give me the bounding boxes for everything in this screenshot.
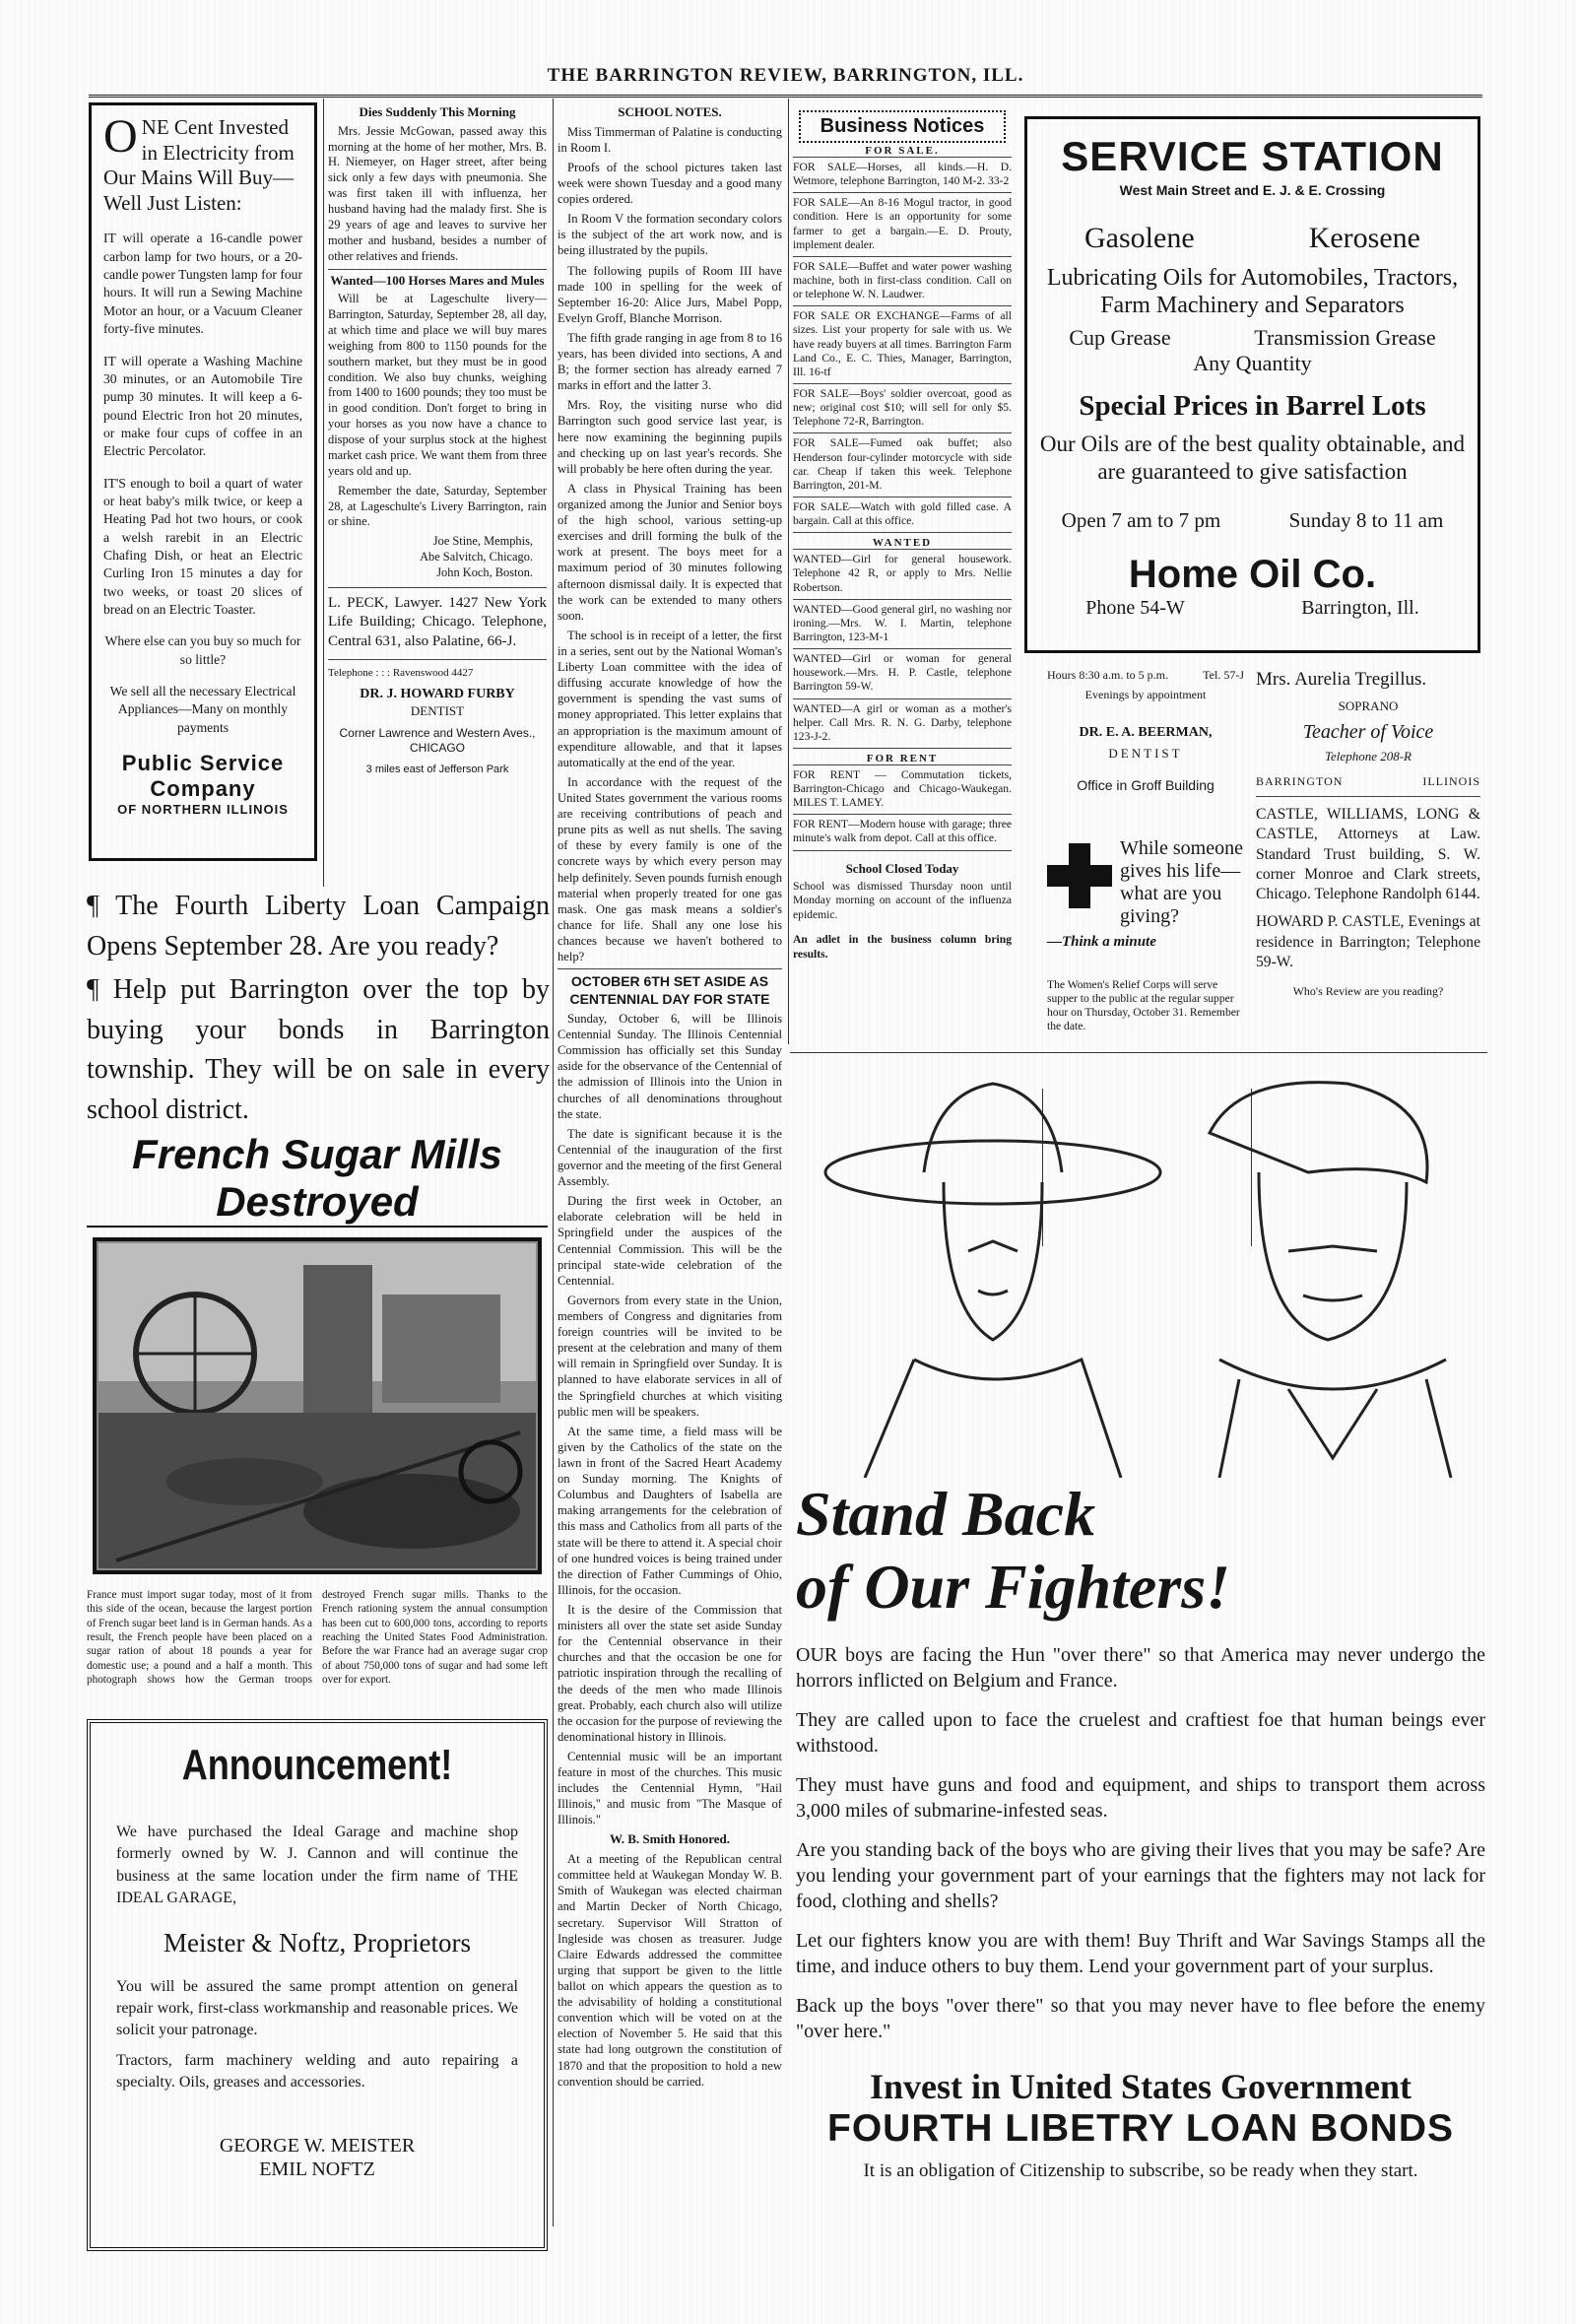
ps-paragraph: Where else can you buy so much for so little? [104,633,301,667]
furby-title: DENTIST [410,703,465,719]
announcement-body: Tractors, farm machinery welding and auto repairing a specialty. Oils, greases and accessories. [116,2051,518,2092]
product-transmission-grease: Transmission Grease [1254,325,1436,351]
tregillus-card [1256,668,1480,1000]
article-body: Governors from every state in the Union, members of Congress and dignitaries from foreign countries will be invited to be present at the celebration and many of them will remain in Springfield over Sunday. It is planned to have elaborate services in all of the Springfield churches at which visiting public men will be speakers. [558,1293,782,1419]
review-question: Who's Review are you reading? [1292,984,1444,999]
classified-ad: FOR SALE—Buffet and water power washing machine, both in first-class condition. Call on or telephone W. N. Laudwer. [793,257,1012,306]
article-heading: School Closed Today [845,860,959,876]
article-body: Will be at Lageschulte livery—Barrington, Saturday, September 28, all day, at which time and place we will buy mares weighing from 800 to 1150 pounds for the southern market, but they must be in good condition. We also buy chunks, weighing from 1400 to 1600 pounds; they too must be in good condition. Don't forget to bring in your horses as you now have a chance to dispose of your surplus stock at the highest market cash price. We want them from three years old and up. [328,292,547,478]
masthead: THE BARRINGTON REVIEW, BARRINGTON, ILL. [89,65,1482,98]
article-body: In Room V the formation secondary colors is the subject of the art work now, and is being illustrated by the pupils. [558,212,782,258]
article-body: The fifth grade ranging in age from 8 to 16 years, has been divided into sections, A and B; the former section has already earned 7 marks in effort and the latter 3. [558,330,782,393]
beerman-office: Office in Groff Building [1077,777,1215,794]
classified-ad: FOR RENT—Modern house with garage; three minute's walk from depot. Call at this office. [793,815,1012,850]
column-rule [553,99,554,2226]
red-cross-ad [1047,837,1249,1033]
classified-ad: FOR SALE—Watch with gold filled case. A bargain. Call at this office. [793,498,1012,533]
article-heading: Wanted—100 Horses Mares and Mules [328,269,547,290]
stand-back-headline: of Our Fighters! [796,1551,1230,1622]
stand-back-paragraph: Back up the boys "over there" so that you may never have to flee before the enemy "over here." [796,1995,1485,2043]
article-body: At the same time, a field mass will be given by the Catholics of the state on the lawn in front of the Sacred Heart Academy on Sunday morning. The Knights of Columbus and Daughters of Isabella are making arrangements for the celebration of this mass and Catholics from all parts of the state will be there to attend it. A special choir of one hundred voices is being trained under the direction of Father Cummings of Ohio, Illinois, for the occasion. [558,1424,782,1597]
beerman-telephone: Tel. 57-J [1203,668,1244,682]
castle-card: CASTLE, WILLIAMS, LONG & CASTLE, Attorneys at Law. Standard Trust building, S. W. corner Monroe and Clark streets, Chicago. Telephone Randolph 6144. [1256,796,1480,904]
classified-ad: FOR RENT — Commutation tickets, Barrington-Chicago and Chicago-Waukegan. MILES T. LAMEY. [793,765,1012,815]
classified-ad: FOR SALE—Fumed oak buffet; also Henderson four-cylinder motorcycle with side car. Cheap if taken this week. Telephone Barrington, 201-M. [793,433,1012,498]
classified-ad: WANTED—Girl for general housework. Telephone 42 R, or apply to Mrs. Nellie Robertson. [793,550,1012,599]
column-2-news [328,102,547,776]
column-rule [323,99,324,887]
signature: Joe Stine, Memphis, [432,534,533,549]
sugar-mill-ruins-photo [87,1235,548,1580]
article-body: Proofs of the school pictures taken last week were shown Tuesday and a good many copies ordered. [558,160,782,207]
article-heading: SCHOOL NOTES. [618,104,722,119]
beerman-name: DR. E. A. BEERMAN, [1079,725,1213,741]
beerman-title: DENTIST [1108,746,1183,762]
service-station-address: West Main Street and E. J. & E. Crossing [1119,182,1386,198]
article-body: Mrs. Jessie McGowan, passed away this morning at the home of her mother, Mrs. B. H. Niemeyer, on Hager street, after being sick only a few days with pneumonia. She was first taken ill with influenza, her husband having had the malady first. She is 29 years of age and leaves to survive her mother and husband, besides a number of other relatives and friends. [328,123,547,263]
signature: Abe Salvitch, Chicago. [420,550,533,564]
announcement-body: We have purchased the Ideal Garage and machine shop formerly owned by W. J. Cannon and will continue the business at the same location under the firm name of THE IDEAL GARAGE, [116,1824,518,1907]
article-body: In accordance with the request of the United States government the various rooms are receiving contributions of peach and prune pits as well as nut shells. The saving of these by every family is one of the concrete ways by which every person may help definitely. Seven pounds furnish enough material when properly treated for one gas mask. One gas mask means a soldier's chance for life. Shall any one lose his chances because we haven't bothered to help? [558,774,782,964]
article-heading: OCTOBER 6TH SET ASIDE AS CENTENNIAL DAY FOR STATE [558,968,782,1009]
signature: John Koch, Boston. [436,565,533,579]
stand-back-paragraph: Let our fighters know you are with them! Buy Thrift and War Savings Stamps all the time, and induce others to buy them. Lend your government part of your surplus. [796,1930,1485,1978]
sugar-mills-feature [87,1131,548,1686]
castle-evenings: HOWARD P. CASTLE, Evenings at residence in Barrington; Telephone 59-W. [1256,913,1480,970]
article-body: It is the desire of the Commission that ministers all over the state set aside Sunday for the Centennial observance in their churches and that the occasion be one for patriotic inspiration through the recalling of the deeds of the men who made Illinois great. Probably, each church also will utilize the occasion for the purpose of reviewing the denominational history in Illinois. [558,1602,782,1744]
classified-ad: FOR SALE OR EXCHANGE—Farms of all sizes. List your property for sale with us. We have ready buyers at all times. Barrington Farm Land Co., E. C. Thies, Manager, Barrington, Ill. 16-tf [793,306,1012,384]
red-cross-icon [1047,843,1112,908]
classified-ad: WANTED—Good general girl, no washing nor ironing.—Mrs. W. I. Martin, telephone Barrington, 123-M-1 [793,600,1012,649]
article-body: The following pupils of Room III have made 100 in spelling for the week of September 16-20: Alice Jurs, Mabel Popp, Evelyn Groff, Blanche Morrison. [558,263,782,325]
product-kerosene: Kerosene [1308,222,1420,254]
liberty-bullet: ¶ Help put Barrington over the top by buying your bonds in Barrington township. They will be on sale in every school district. [87,974,550,1125]
weekday-hours: Open 7 am to 7 pm [1061,508,1221,533]
furby-name: DR. J. HOWARD FURBY [360,687,515,702]
business-notices-title: Business Notices [799,110,1006,143]
tregillus-soprano: SOPRANO [1338,697,1399,713]
wanted-bar: WANTED [793,537,1012,550]
furby-address: 3 miles east of Jefferson Park [365,763,509,775]
announcement-signature: EMIL NOFTZ [259,2158,375,2180]
stand-back-paragraph: They must have guns and food and equipment, and ships to transport them across 3,000 miles of submarine-infested seas. [796,1774,1485,1823]
announcement-body: You will be assured the same prompt attention on general repair work, first-class workmanship and reasonable prices. We solicit your patronage. [116,1977,518,2039]
article-body: A class in Physical Training has been organized among the Junior and Senior boys of the high school, various setting-up exercises and drill forming the bulk of the work at present. The boys meet for a maximum period of 30 minutes following afternoon dismissal daily. It is expected that the work can be extended to many others soon. [558,481,782,623]
home-oil-phone: Phone 54-W [1085,597,1185,620]
classified-ad: WANTED—A girl or woman as a mother's helper. Call Mrs. R. N. G. Darby, telephone 123-J-2. [793,699,1012,749]
article-body: Miss Timmerman of Palatine is conducting in Room I. [558,124,782,155]
article-body: The school is in receipt of a letter, the first in a series, sent out by the National Woman's Liberty Loan committee with the idea of diffusing accurate knowledge of how the government is spending the vast sums of money appropriated. This letter explains that an appropriation is the maximum amount of expenditure allowable, and that it lapses automatically at the end of the year. [558,628,782,769]
announcement-proprietors: Meister & Noftz, Proprietors [164,1927,471,1958]
furby-telephone: Telephone : : : Ravenswood 4427 [328,659,547,680]
article-body: Centennial music will be an important feature in most of the churches. This music includes the Centennial Hymn, "Hail Illinois," and music from "The Masque of Illinois." [558,1749,782,1827]
article-body: During the first week in October, an elaborate celebration will be held in Springfield under the auspices of the Centennial Commission. This will be the principal state-wide celebration of the Centennial. [558,1194,782,1288]
invest-line: Invest in United States Government [870,2067,1412,2107]
ps-paragraph: IT will operate a 16-candle power carbon lamp for two hours, or a 20-candle power Tungsten lamp for four hours. It will run a Sewing Machine Motor an hour, or a Vacuum Cleaner forty-five minutes. [103,231,302,337]
red-cross-text: While someone gives his life—what are you giving? [1120,837,1243,927]
service-station-ad [1024,116,1480,653]
stand-back-paragraph: Are you standing back of the boys who are giving their lives that you may be safe? Are you lending your government part of your earnings that the fighters may not lack for food, clothing and shells? [796,1839,1485,1913]
article-body: At a meeting of the Republican central committee held at Waukegan Monday W. B. Smith of Waukegan was elected chairman and Martin Decker of North Chicago, secretary. Supervisor Will Stratton of Ingleside was chosen as treasurer. Judge Claire Edwards addressed the committee urging that support be given to the little ballot on which appears the question as to the advisability of holding a constitutional convention which will be voted on at the election of November 5. He said that this state had long outgrown the constitution of 1870 and that the proposition to hold a new convention should be carried. [558,1852,782,2089]
special-prices: Special Prices in Barrel Lots [1079,390,1426,423]
home-oil-city: Barrington, Ill. [1301,597,1419,620]
peck-card: L. PECK, Lawyer. 1427 New York Life Building; Chicago. Telephone, Central 631, also Palatine, 66-J. [328,587,547,652]
oils-guarantee: Our Oils are of the best quality obtainable, and are guaranteed to give satisfaction [1039,432,1466,484]
beerman-hours: Hours 8:30 a.m. to 5 p.m. [1047,668,1168,682]
furby-address: Corner Lawrence and Western Aves., CHICAGO [339,725,536,756]
ps-paragraph: IT will operate a Washing Machine 30 minutes, or an Automobile Tire pump 30 minutes. It will keep a 6-pound Electric Iron hot 20 minutes, or make four cups of coffee in an Electric Percolator. [103,353,302,459]
beerman-card [1047,668,1244,794]
ps-headline: ONE Cent Invested in Electricity from Our Mains Will Buy—Well Just Listen: [103,110,295,215]
sugar-title: French Sugar Mills Destroyed [87,1131,548,1228]
column-3-news [558,102,782,2093]
ps-company-name: Company [150,776,256,802]
article-body: Sunday, October 6, will be Illinois Centennial Sunday. The Illinois Centennial Commission has officially set this Sunday aside for the observance of the Centennial of the admission of Illinois into the Union in churches of all denominations throughout the state. [558,1012,782,1121]
classified-ad: FOR SALE—Horses, all kinds.—H. D. Wetmore, telephone Barrington, 140 M-2. 33-2 [793,158,1012,193]
stand-back-paragraph: They are called upon to face the cruelest and craftiest foe that human beings ever withstood. [796,1709,1485,1758]
adlet-note: An adlet in the business column bring results. [793,933,1012,961]
classified-ad: FOR SALE—Boys' soldier overcoat, good as new; original cost $10; will sell for only $5. Telephone 72-R, Barrington. [793,384,1012,433]
tregillus-name: Mrs. Aurelia Tregillus. [1256,669,1427,690]
ps-company-region: OF NORTHERN ILLINOIS [117,802,289,818]
lubricating-oils: Lubricating Oils for Automobiles, Tractors, Farm Machinery and Separators [1046,265,1459,318]
stand-back-paragraph: OUR boys are facing the Hun "over there" so that America may never undergo the horrors inflicted on Belgium and France. [796,1644,1485,1693]
classified-ad: WANTED—Girl or woman for general housework.—Mrs. H. P. Castle, telephone Barrington 59-W. [793,649,1012,698]
any-quantity: Any Quantity [1193,351,1312,376]
article-body: Mrs. Roy, the visiting nurse who did Barrington such good service last year, is here now examining the beginning pupils and checking up on last year's records. She will probably be here often during the year. [558,398,782,476]
business-notices [793,102,1012,963]
tregillus-state: ILLINOIS [1422,774,1480,789]
article-body: School was dismissed Thursday noon until Monday morning on account of the influenza epidemic. [793,879,1012,922]
section-rule [790,1052,1487,1053]
for-sale-bar: FOR SALE. [793,145,1012,158]
announcement-ad [87,1719,548,2251]
service-station-title: SERVICE STATION [1061,133,1444,179]
ps-company-name: Public Service [121,751,285,776]
article-body: The date is significant because it is the Centennial of the inauguration of the first governor and the meeting of the first General Assembly. [558,1126,782,1189]
liberty-bullet: ¶ The Fourth Liberty Loan Campaign Opens September 28. Are you ready? [87,891,550,962]
announcement-title: Announcement! [181,1741,453,1789]
sugar-caption: France must import sugar today, most of it from this side of the ocean, because the largest portion of French sugar beet land is in German hands. As a result, the French people have been placed on a sugar ration of about 18 pounds a year for domestic use; a pound and a half a month. This photograph shows how the German troops destroyed French sugar mills. Thanks to the French rationing system the annual consumption has been cut to 600,000 tons, according to reports reaching the United States Food Administration. Before the war France had an average sugar crop of about 750,000 tons of sugar and had some left over for export. [87,1589,548,1686]
article-body: Remember the date, Saturday, September 28, at Lageschulte's Livery Barrington, rain or shine. [328,483,547,529]
stand-back-ad [796,1064,1485,2246]
beerman-evenings: Evenings by appointment [1084,687,1207,701]
classified-ad: FOR SALE—An 8-16 Mogul tractor, in good condition. Here is an opportunity for some farmer to get a bargain.—E. D. Prouty, implement dealer. [793,193,1012,257]
ps-paragraph: We sell all the necessary Electrical Appliances—Many on monthly payments [109,684,296,735]
public-service-ad [89,102,317,861]
stand-back-headline: Stand Back [796,1479,1096,1549]
for-rent-bar: FOR RENT [793,753,1012,765]
tregillus-telephone: Telephone 208-R [1325,748,1412,764]
article-heading: W. B. Smith Honored. [609,1831,731,1847]
home-oil-name: Home Oil Co. [1128,553,1377,597]
tregillus-teacher: Teacher of Voice [1302,720,1434,743]
product-cup-grease: Cup Grease [1069,325,1171,351]
ps-paragraph: IT'S enough to boil a quart of water or heat baby's milk twice, or keep a Heating Pad hot two hours, or cook a welsh rarebit in an Electric Chafing Dish, or heat an Electric Curling Iron 15 minutes a day for two weeks, or toast 20 slices of bread on an Electric Toaster. [103,475,302,617]
citizenship-line: It is an obligation of Citizenship to subscribe, so be ready when they start. [863,2160,1418,2182]
soldier-sailor-illustration [796,1064,1485,1478]
think-a-minute: —Think a minute [1047,934,1156,950]
product-gasolene: Gasolene [1084,222,1195,254]
liberty-bonds-line: FOURTH LIBETRY LOAN BONDS [827,2107,1454,2151]
sunday-hours: Sunday 8 to 11 am [1288,508,1444,533]
tregillus-city: BARRINGTON [1256,774,1344,789]
column-rule [788,99,789,1044]
announcement-signature: GEORGE W. MEISTER [219,2134,416,2157]
liberty-loan-notices [87,887,550,1135]
relief-corps-notice: The Women's Relief Corps will serve supper to the public at the regular supper hour on Thursday, October 31. Remember the date. [1047,978,1240,1032]
article-heading: Dies Suddenly This Morning [359,104,516,119]
